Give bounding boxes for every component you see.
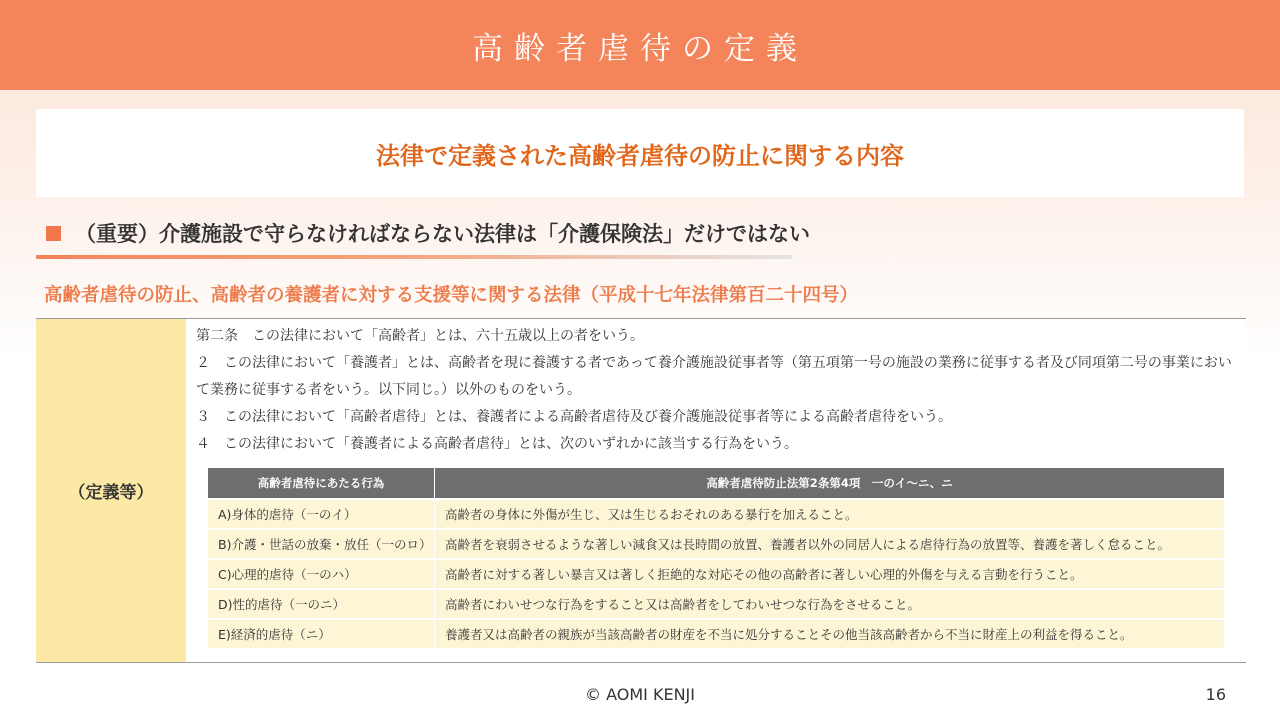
- clause-2: ２ この法律において「養護者」とは、高齢者を現に養護する者であって養介護施設従事者等（第五項第一号の施設の業務に従事する者及び同項第二号の事業において業務に従事する者をいう。以下同じ。）以外のものをいう。: [196, 355, 1232, 398]
- square-bullet-icon: [46, 226, 61, 241]
- abuse-type: B)介護・世話の放棄・放任（一のロ）: [208, 530, 435, 558]
- subtitle: 法律で定義された高齢者虐待の防止に関する内容: [376, 141, 904, 170]
- clause-list: [196, 323, 1241, 458]
- table-row: [208, 500, 1224, 528]
- abuse-description: 高齢者に対する著しい暴言又は著しく拒絶的な対応その他の高齢者に著しい心理的外傷を与える言動を行うこと。: [435, 560, 1224, 588]
- abuse-type: E)経済的虐待（ニ）: [208, 620, 435, 648]
- table-row: [208, 590, 1224, 618]
- abuse-type: A)身体的虐待（一のイ）: [208, 500, 435, 528]
- table-header-row: [208, 468, 1224, 498]
- important-text: （重要）介護施設で守らなければならない法律は「介護保険法」だけではない: [75, 222, 810, 246]
- clause-4: ４ この法律において「養護者による高齢者虐待」とは、次のいずれかに該当する行為をいう。: [196, 436, 798, 452]
- clause-3: ３ この法律において「高齢者虐待」とは、養護者による高齢者虐待及び養介護施設従事者等による高齢者虐待をいう。: [196, 409, 952, 425]
- column-header-act: 高齢者虐待にあたる行為: [208, 468, 435, 498]
- page-number: 16: [1205, 685, 1226, 704]
- law-title: 高齢者虐待の防止、高齢者の養護者に対する支援等に関する法律（平成十七年法律第百二十四号）: [44, 285, 859, 306]
- abuse-description: 高齢者の身体に外傷が生じ、又は生じるおそれのある暴行を加えること。: [435, 500, 1224, 528]
- important-note: [46, 218, 926, 248]
- abuse-types-table: [208, 466, 1224, 650]
- header-bar: [0, 0, 1280, 90]
- copyright: © AOMI KENJI: [585, 685, 695, 704]
- page-title: 高齢者虐待の定義: [472, 30, 808, 67]
- abuse-description: 養護者又は高齢者の親族が当該高齢者の財産を不当に処分することその他当該高齢者から不当に財産上の利益を得ること。: [435, 620, 1224, 648]
- table-row: [208, 530, 1224, 558]
- column-header-law: 高齢者虐待防止法第2条第4項 一のイ～ニ、ニ: [435, 468, 1224, 498]
- abuse-description: 高齢者にわいせつな行為をすること又は高齢者をしてわいせつな行為をさせること。: [435, 590, 1224, 618]
- definition-label: （定義等）: [36, 319, 186, 662]
- abuse-description: 高齢者を衰弱させるような著しい減食又は長時間の放置、養護者以外の同居人による虐待行為の放置等、養護を著しく怠ること。: [435, 530, 1224, 558]
- table-row: [208, 620, 1224, 648]
- gradient-divider: [36, 255, 792, 259]
- table-row: [208, 560, 1224, 588]
- clause-1: 第二条 この法律において「高齢者」とは、六十五歳以上の者をいう。: [196, 328, 644, 344]
- subtitle-box: [36, 109, 1244, 197]
- abuse-type: C)心理的虐待（一のハ）: [208, 560, 435, 588]
- definition-table: [36, 318, 1246, 663]
- abuse-type: D)性的虐待（一のニ）: [208, 590, 435, 618]
